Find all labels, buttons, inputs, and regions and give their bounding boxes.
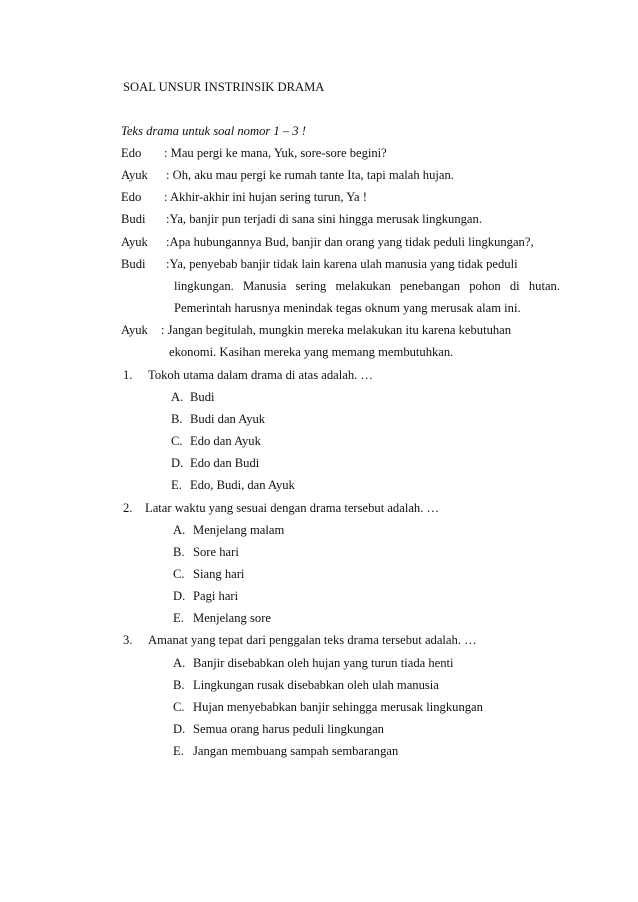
option-text: Jangan membuang sampah sembarangan xyxy=(193,744,399,758)
drama-intro: Teks drama untuk soal nomor 1 – 3 ! xyxy=(121,124,306,138)
option-letter: C. xyxy=(173,567,185,581)
option-letter: B. xyxy=(173,545,185,559)
question-number: 3. xyxy=(123,633,133,647)
question-text: Latar waktu yang sesuai dengan drama tersebut adalah. … xyxy=(145,501,440,515)
dialogue-line: : Oh, aku mau pergi ke rumah tante Ita, tapi malah hujan. xyxy=(166,168,454,182)
dialogue-line: : Mau pergi ke mana, Yuk, sore-sore begini? xyxy=(164,146,387,160)
dialogue-speaker: Budi xyxy=(121,212,146,226)
option-letter: E. xyxy=(173,611,184,625)
option-letter: C. xyxy=(173,700,185,714)
option-text: Semua orang harus peduli lingkungan xyxy=(193,722,384,736)
option-letter: A. xyxy=(173,523,186,537)
option-letter: D. xyxy=(173,722,186,736)
option-letter: D. xyxy=(171,456,184,470)
dialogue-line: :Ya, penyebab banjir tidak lain karena ulah manusia yang tidak peduli xyxy=(166,257,518,271)
option-letter: C. xyxy=(171,434,183,448)
option-text: Edo dan Budi xyxy=(190,456,260,470)
dialogue-speaker: Ayuk xyxy=(121,323,148,337)
document-title: SOAL UNSUR INSTRINSIK DRAMA xyxy=(123,80,325,94)
dialogue-continuation: lingkungan. Manusia sering melakukan penebangan pohon di hutan. xyxy=(174,279,560,293)
dialogue-line: : Akhir-akhir ini hujan sering turun, Ya ! xyxy=(164,190,367,204)
option-text: Pagi hari xyxy=(193,589,239,603)
option-text: Edo, Budi, dan Ayuk xyxy=(190,478,295,492)
dialogue-continuation: ekonomi. Kasihan mereka yang memang membutuhkan. xyxy=(169,345,454,359)
option-letter: E. xyxy=(173,744,184,758)
dialogue-continuation: Pemerintah harusnya menindak tegas oknum yang merusak alam ini. xyxy=(174,301,521,315)
question-number: 1. xyxy=(123,368,133,382)
option-text: Menjelang malam xyxy=(193,523,285,537)
option-text: Budi dan Ayuk xyxy=(190,412,266,426)
option-letter: E. xyxy=(171,478,182,492)
option-text: Hujan menyebabkan banjir sehingga merusak lingkungan xyxy=(193,700,483,714)
option-text: Menjelang sore xyxy=(193,611,271,625)
dialogue-speaker: Budi xyxy=(121,257,146,271)
dialogue-speaker: Ayuk xyxy=(121,168,148,182)
dialogue-line: :Apa hubungannya Bud, banjir dan orang yang tidak peduli lingkungan?, xyxy=(166,235,534,249)
question-text: Amanat yang tepat dari penggalan teks drama tersebut adalah. … xyxy=(148,633,477,647)
option-letter: A. xyxy=(173,656,186,670)
option-letter: A. xyxy=(171,390,184,404)
option-text: Edo dan Ayuk xyxy=(190,434,261,448)
option-text: Siang hari xyxy=(193,567,245,581)
option-text: Lingkungan rusak disebabkan oleh ulah manusia xyxy=(193,678,439,692)
option-letter: D. xyxy=(173,589,186,603)
option-text: Budi xyxy=(190,390,215,404)
dialogue-speaker: Edo xyxy=(121,190,142,204)
dialogue-speaker: Ayuk xyxy=(121,235,148,249)
question-number: 2. xyxy=(123,501,133,515)
dialogue-line: :Ya, banjir pun terjadi di sana sini hingga merusak lingkungan. xyxy=(166,212,482,226)
option-letter: B. xyxy=(171,412,183,426)
option-letter: B. xyxy=(173,678,185,692)
dialogue-line: : Jangan begitulah, mungkin mereka melakukan itu karena kebutuhan xyxy=(161,323,512,337)
option-text: Banjir disebabkan oleh hujan yang turun tiada henti xyxy=(193,656,454,670)
option-text: Sore hari xyxy=(193,545,239,559)
dialogue-speaker: Edo xyxy=(121,146,142,160)
question-text: Tokoh utama dalam drama di atas adalah. … xyxy=(148,368,374,382)
